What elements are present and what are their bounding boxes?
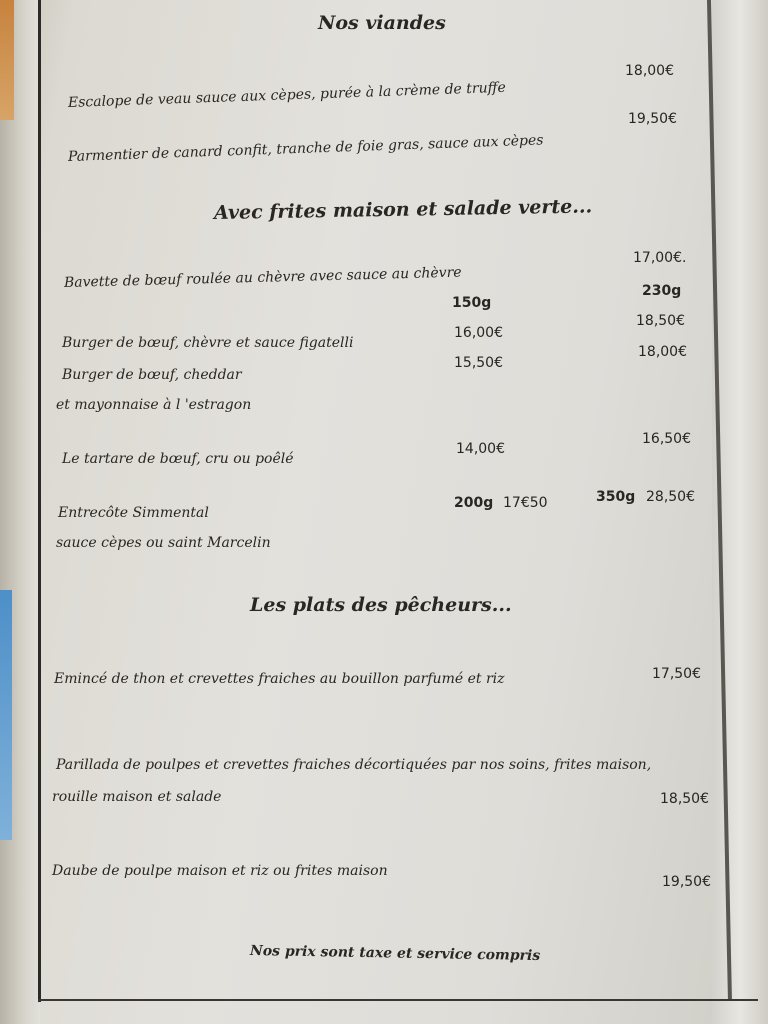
item-parillada-line2: rouille maison et salade <box>52 789 222 805</box>
price-bavette: 17,00€. <box>633 250 687 266</box>
item-entrecote-line1: Entrecôte Simmental <box>58 505 209 521</box>
price-daube: 19,50€ <box>662 874 711 890</box>
price-emince: 17,50€ <box>652 666 701 682</box>
page-border-bottom <box>38 999 758 1001</box>
weight-small-label: 150g <box>452 295 492 311</box>
section-title-viandes: Nos viandes <box>318 12 446 34</box>
price-parmentier: 19,50€ <box>628 111 677 127</box>
item-escalope: Escalope de veau sauce aux cèpes, purée à la crème de truffe <box>67 79 507 111</box>
entrecote-price-small: 17€50 <box>503 495 548 511</box>
entrecote-price-large: 28,50€ <box>646 489 695 505</box>
price-burger-chevre-small: 16,00€ <box>454 325 503 341</box>
item-bavette: Bavette de bœuf roulée au chèvre avec sauce au chèvre <box>63 264 462 291</box>
page-border-left <box>38 0 41 1002</box>
price-escalope: 18,00€ <box>625 63 674 79</box>
section-title-pecheurs: Les plats des pêcheurs... <box>250 594 512 616</box>
item-parmentier: Parmentier de canard confit, tranche de foie gras, sauce aux cèpes <box>67 132 544 165</box>
item-burger-cheddar-line2: et mayonnaise à l 'estragon <box>56 397 252 413</box>
entrecote-weight-small: 200g <box>454 495 494 511</box>
menu-cover-edge-orange <box>0 0 14 120</box>
item-entrecote-line2: sauce cèpes ou saint Marcelin <box>56 535 271 551</box>
price-parillada: 18,50€ <box>660 791 709 807</box>
price-burger-chevre-large: 18,50€ <box>636 313 685 329</box>
footer-note: Nos prix sont taxe et service compris <box>249 943 541 965</box>
menu-sleeve-edge <box>0 0 40 1024</box>
item-burger-cheddar-line1: Burger de bœuf, cheddar <box>62 367 242 383</box>
item-emince: Emincé de thon et crevettes fraiches au bouillon parfumé et riz <box>54 671 505 687</box>
item-daube: Daube de poulpe maison et riz ou frites maison <box>52 863 388 879</box>
item-burger-chevre: Burger de bœuf, chèvre et sauce figatelli <box>62 335 354 351</box>
entrecote-weight-large: 350g <box>596 489 636 505</box>
price-burger-cheddar-large: 18,00€ <box>638 344 687 360</box>
price-tartare-large: 16,50€ <box>642 431 691 447</box>
section-title-frites: Avec frites maison et salade verte... <box>213 195 593 224</box>
weight-large-label: 230g <box>642 283 682 299</box>
price-burger-cheddar-small: 15,50€ <box>454 355 503 371</box>
price-tartare-small: 14,00€ <box>456 441 505 457</box>
item-parillada-line1: Parillada de poulpes et crevettes fraiches décortiquées par nos soins, frites maison, <box>56 757 652 773</box>
menu-cover-edge-blue <box>0 590 12 840</box>
item-tartare: Le tartare de bœuf, cru ou poêlé <box>62 451 294 467</box>
